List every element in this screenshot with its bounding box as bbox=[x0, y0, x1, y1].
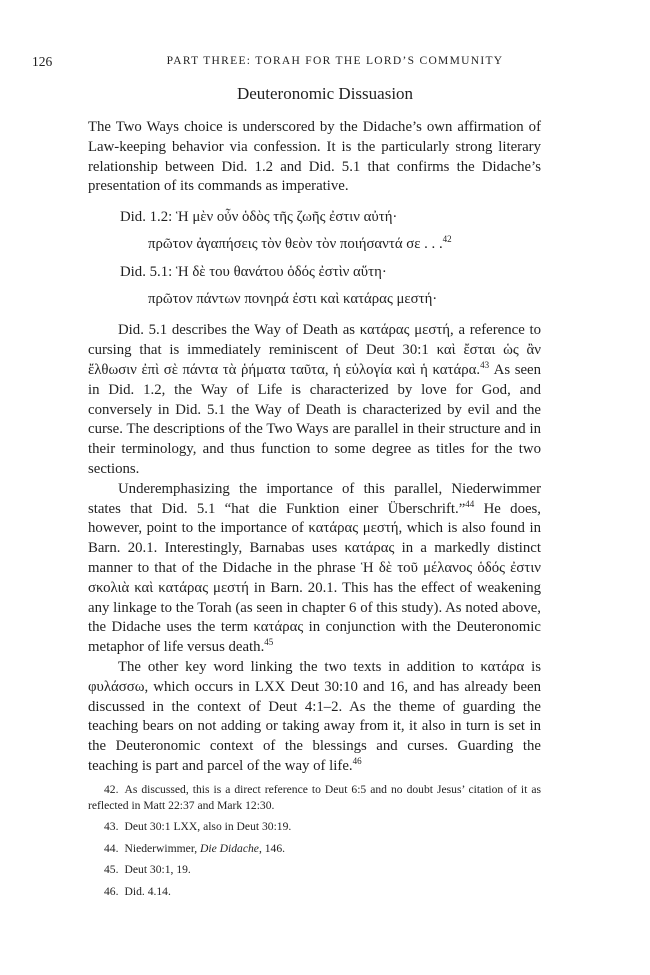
footnote-number: 42. bbox=[104, 783, 119, 796]
intro-paragraph: The Two Ways choice is underscored by the Didache’s own affirmation of Law-keeping behavior via confession. It is the particularly strong literary relationship between Did. 1.2 and Did. 5.1 that confirms the Didache’s presentation of its commands as imperative. bbox=[88, 119, 541, 195]
footnote-number: 46. bbox=[104, 884, 119, 898]
footnotes bbox=[88, 782, 541, 906]
footnote-text: Deut 30:1, 19. bbox=[124, 863, 191, 877]
footnote-text: Niederwimmer, bbox=[124, 841, 201, 855]
footnote-43 bbox=[88, 819, 541, 835]
footnote-ref-46: 46 bbox=[352, 755, 362, 766]
footnote-45 bbox=[88, 862, 541, 878]
paragraph-text: Did. 5.1 describes the Way of Death as κατάρας μεστή, a reference to cursing that is immediately reminiscent of Deut 30:1 καὶ ἔσται ὡς ἂν ἔλθωσιν ἐπὶ σὲ πάντα τὰ ῥήματα ταῦτα, ἡ εὐλογία καὶ ἡ κατάρα. bbox=[88, 322, 541, 378]
paragraph-text: He does, however, point to the importance of κατάρας μεστή, which is also found in Barn. 20.1. Interestingly, Barnabas uses κατάρας in a markedly distinct manner to that of the Didache in the phrase Ἡ δὲ τοῦ μέλανος ὁδός ἐστιν σκολιὰ καὶ κατάρας μεστή in Barn. 20.1. This has the effect of weakening any linkage to the Torah (as seen in chapter 6 of this study). As noted above, the Didache uses the term κατάρας in conjunction with the Deuteronomic metaphor of life versus death. bbox=[88, 500, 541, 656]
footnote-ref-42: 42 bbox=[442, 234, 452, 245]
main-text bbox=[88, 118, 541, 777]
page-number: 126 bbox=[32, 54, 53, 69]
footnote-ref-45: 45 bbox=[264, 637, 274, 648]
footnote-number: 45. bbox=[104, 863, 119, 877]
section-title: Deuteronomic Dissuasion bbox=[236, 84, 414, 103]
footnote-ref-44: 44 bbox=[465, 498, 475, 509]
quote-did-1-2: Did. 1.2: Ἡ μὲν οὖν ὁδὸς τῆς ζωῆς ἐστιν αὐτή· bbox=[120, 209, 398, 226]
footnote-46 bbox=[88, 884, 541, 900]
footnote-text: , 146. bbox=[258, 841, 286, 855]
paragraph-way-of-death bbox=[88, 321, 541, 479]
paragraph-text: Underemphasizing the importance of this parallel, Niederwimmer states that Did. 5.1 “hat die Funktion einer Überschrift.” bbox=[88, 480, 541, 517]
footnote-42 bbox=[88, 782, 541, 813]
footnote-ref-43: 43 bbox=[480, 360, 490, 371]
footnote-text: Did. 4.14. bbox=[124, 884, 171, 898]
quote-did-1-2-continuation bbox=[148, 235, 541, 255]
paragraph-phylasso bbox=[88, 658, 541, 777]
footnote-book-title: Die Didache bbox=[200, 841, 259, 855]
quote-did-5-1-continuation: πρῶτον πάντων πονηρά ἐστι καὶ κατάρας μεστή· bbox=[148, 290, 438, 307]
running-head: PART THREE: TORAH FOR THE LORD’S COMMUNITY bbox=[166, 55, 504, 67]
footnote-number: 44. bbox=[104, 841, 119, 855]
paragraph-text: The other key word linking the two texts in addition to κατάρα is φυλάσσω, which occurs in LXX Deut 30:10 and 16, and has already been discussed in the context of Deut 4:1–2. As the theme of guarding the teaching bears on not adding or taking away from it, it also in turn is set in the Deuteronomic context of the blessings and curses. Guarding the teaching is part and parcel of the way of life. bbox=[88, 658, 541, 774]
quote-did-5-1: Did. 5.1: Ἡ δὲ του θανάτου ὁδός ἐστὶν αὕτη· bbox=[120, 263, 387, 280]
footnote-text: As discussed, this is a direct reference to Deut 6:5 and no doubt Jesus’ citation of it as reflected in Matt 22:37 and Mark 12:30. bbox=[88, 783, 541, 812]
greek-quotations bbox=[120, 208, 541, 309]
quote-text: πρῶτον ἀγαπήσεις τὸν θεὸν τὸν ποιήσαντά σε . . . bbox=[148, 235, 443, 252]
footnote-number: 43. bbox=[104, 820, 119, 834]
footnote-44 bbox=[88, 841, 541, 857]
paragraph-niederwimmer bbox=[88, 480, 541, 658]
footnote-text: Deut 30:1 LXX, also in Deut 30:19. bbox=[124, 820, 292, 834]
paragraph-text: As seen in Did. 1.2, the Way of Life is characterized by love for God, and conversely in Did. 5.1 the Way of Death is characterized by evil and the curse. The descriptions of the Two Ways are parallel in their structure and in their terminology, and thus function to some degree as titles for the two sections. bbox=[88, 361, 541, 477]
